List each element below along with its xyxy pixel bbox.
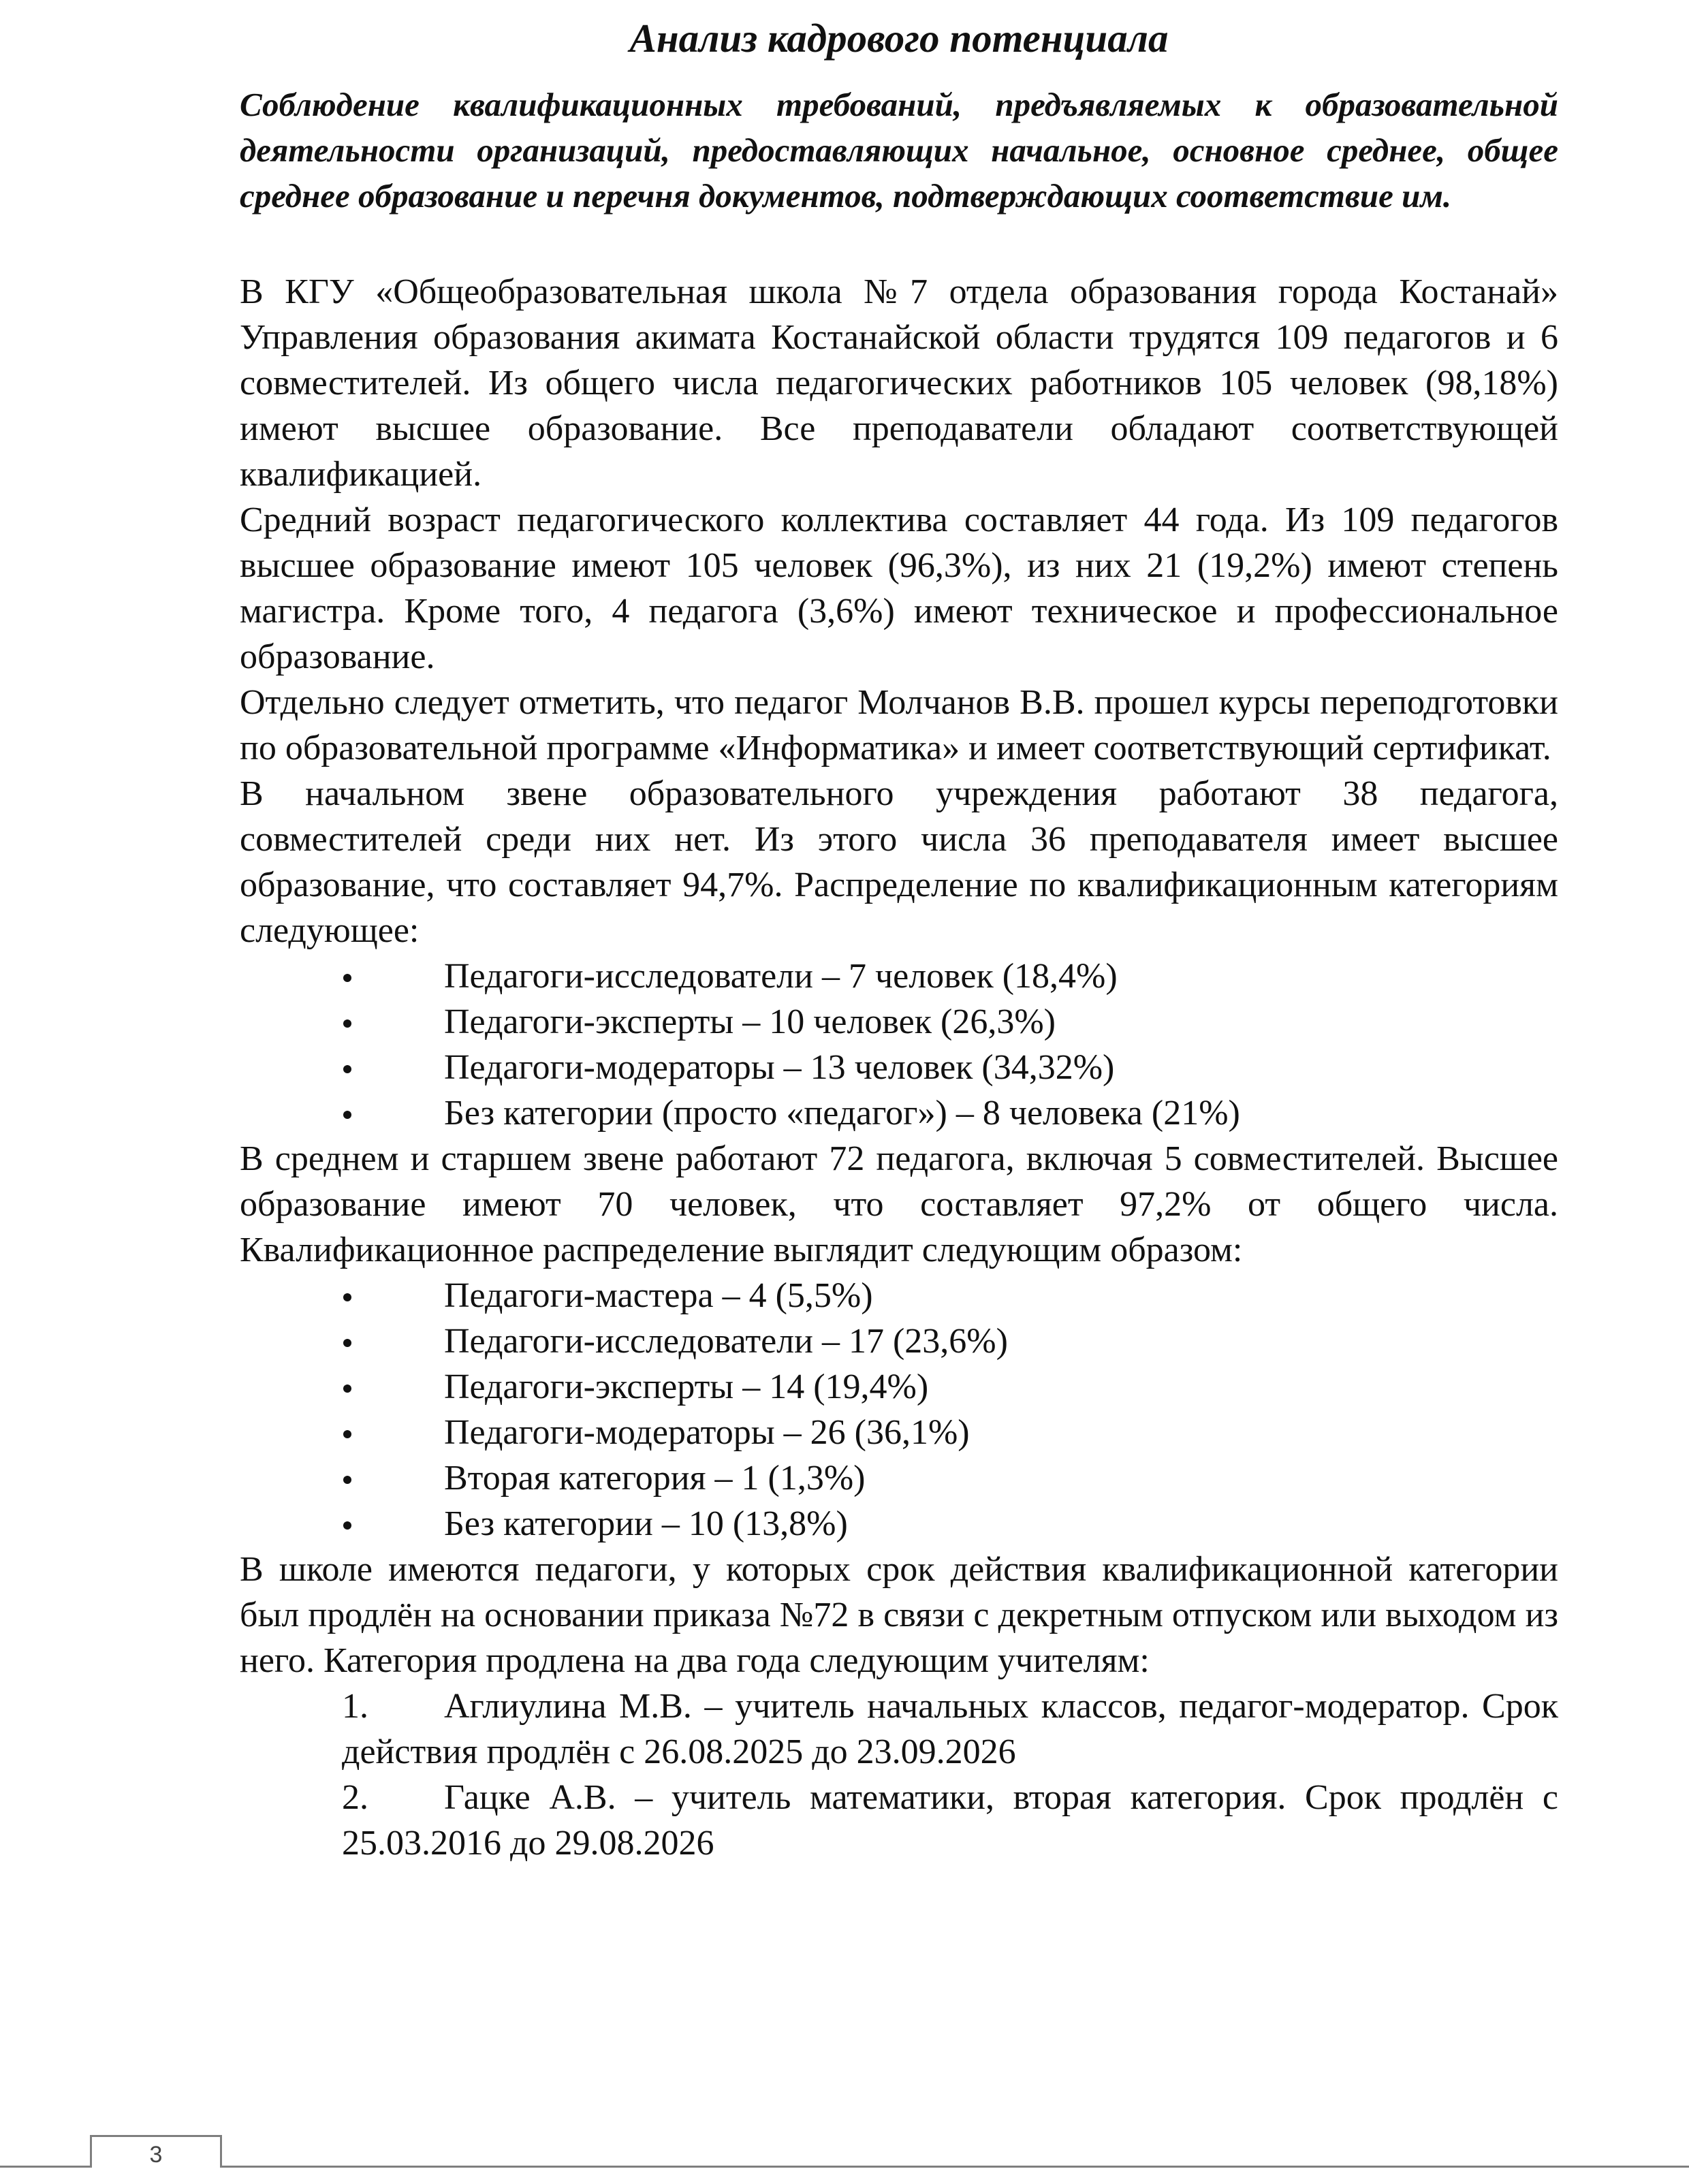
paragraph-average-age: Средний возраст педагогического коллектива составляет 44 года. Из 109 педагогов высшее образование имеют 105 человек (96,3%), из них 21 (19,2%) имеют степень магистра. Кроме того, 4 педагога (3,6%) имеют техническое и профессиональное образование.	[240, 501, 1558, 676]
bullet-icon	[343, 974, 351, 982]
secondary-category-list	[240, 1273, 1558, 1547]
paragraph-primary-level: В начальном звене образовательного учреждения работают 38 педагога, совместителей среди них нет. Из этого числа 36 преподавателя имеет высшее образование, что составляет 94,7%. Распределение по квалификационным категориям следующее:	[240, 774, 1558, 950]
footer-rule	[0, 2166, 1689, 2168]
page-number-tab	[90, 2135, 222, 2168]
document-subtitle: Соблюдение квалификационных требований, предъявляемых к образовательной деятельности организаций, предоставляющих начальное, основное среднее, общее среднее образование и перечня документов, подтверждающих соответствие им.	[240, 86, 1558, 215]
list-item-text: Вторая категория – 1 (1,3%)	[444, 1459, 866, 1498]
bullet-icon	[343, 1019, 351, 1028]
list-item	[240, 1455, 1558, 1501]
page-number: 3	[149, 2142, 163, 2168]
bullet-icon	[343, 1476, 351, 1484]
list-item	[240, 1318, 1558, 1364]
list-item-text: Без категории – 10 (13,8%)	[444, 1504, 848, 1543]
paragraph-category-extension: В школе имеются педагоги, у которых срок действия квалификационной категории был продлён на основании приказа №72 в связи с декретным отпуском или выходом из него. Категория продлена на два года следующим учителям:	[240, 1550, 1558, 1680]
list-item-text: Аглиулина М.В. – учитель начальных классов, педагог-модератор. Срок действия продлён с 26.08.2025 до 23.09.2026	[342, 1687, 1558, 1771]
bullet-icon	[343, 1111, 351, 1119]
list-item-text: Педагоги-эксперты – 14 (19,4%)	[444, 1367, 929, 1406]
primary-category-list	[240, 953, 1558, 1136]
bullet-icon	[343, 1065, 351, 1073]
list-item-text: Педагоги-эксперты – 10 человек (26,3%)	[444, 1002, 1056, 1041]
list-item-text: Педагоги-исследователи – 7 человек (18,4%)	[444, 957, 1118, 996]
paragraph-staff-overview: В КГУ «Общеобразовательная школа №7 отдела образования города Костанай» Управления образования акимата Костанайской области трудятся 109 педагогов и 6 совместителей. Из общего числа педагогических работников 105 человек (98,18%) имеют высшее образование. Все преподаватели обладают соответствующей квалификацией.	[240, 272, 1558, 494]
document-title: Анализ кадрового потенциала	[629, 16, 1169, 61]
list-item-text: Педагоги-мастера – 4 (5,5%)	[444, 1276, 873, 1315]
list-item-text: Без категории (просто «педагог») – 8 человека (21%)	[444, 1094, 1240, 1133]
bullet-icon	[343, 1430, 351, 1438]
extension-teacher-list	[240, 1683, 1558, 1866]
list-item	[240, 999, 1558, 1045]
list-item-number: 1.	[342, 1687, 368, 1726]
paragraph-secondary-level: В среднем и старшем звене работают 72 педагога, включая 5 совместителей. Высшее образование имеют 70 человек, что составляет 97,2% от общего числа. Квалификационное распределение выглядит следующим образом:	[240, 1139, 1558, 1269]
list-item	[342, 1683, 1558, 1775]
list-item-number: 2.	[342, 1778, 368, 1817]
bullet-icon	[343, 1521, 351, 1530]
list-item	[240, 1364, 1558, 1410]
paragraph-retraining: Отдельно следует отметить, что педагог Молчанов В.В. прошел курсы переподготовки по образовательной программе «Информатика» и имеет соответствующий сертификат.	[240, 683, 1558, 767]
document-page	[240, 14, 1558, 1866]
list-item-text: Педагоги-исследователи – 17 (23,6%)	[444, 1322, 1008, 1361]
bullet-icon	[343, 1293, 351, 1301]
list-item	[240, 1273, 1558, 1318]
list-item	[240, 1410, 1558, 1455]
list-item-text: Педагоги-модераторы – 26 (36,1%)	[444, 1413, 970, 1452]
list-item	[240, 953, 1558, 999]
bullet-icon	[343, 1339, 351, 1347]
bullet-icon	[343, 1384, 351, 1393]
list-item	[240, 1090, 1558, 1136]
list-item-text: Педагоги-модераторы – 13 человек (34,32%)	[444, 1048, 1115, 1087]
list-item	[240, 1045, 1558, 1090]
list-item-text: Гацке А.В. – учитель математики, вторая категория. Срок продлён с 25.03.2016 до 29.08.2026	[342, 1778, 1558, 1863]
list-item	[342, 1775, 1558, 1866]
list-item	[240, 1501, 1558, 1547]
